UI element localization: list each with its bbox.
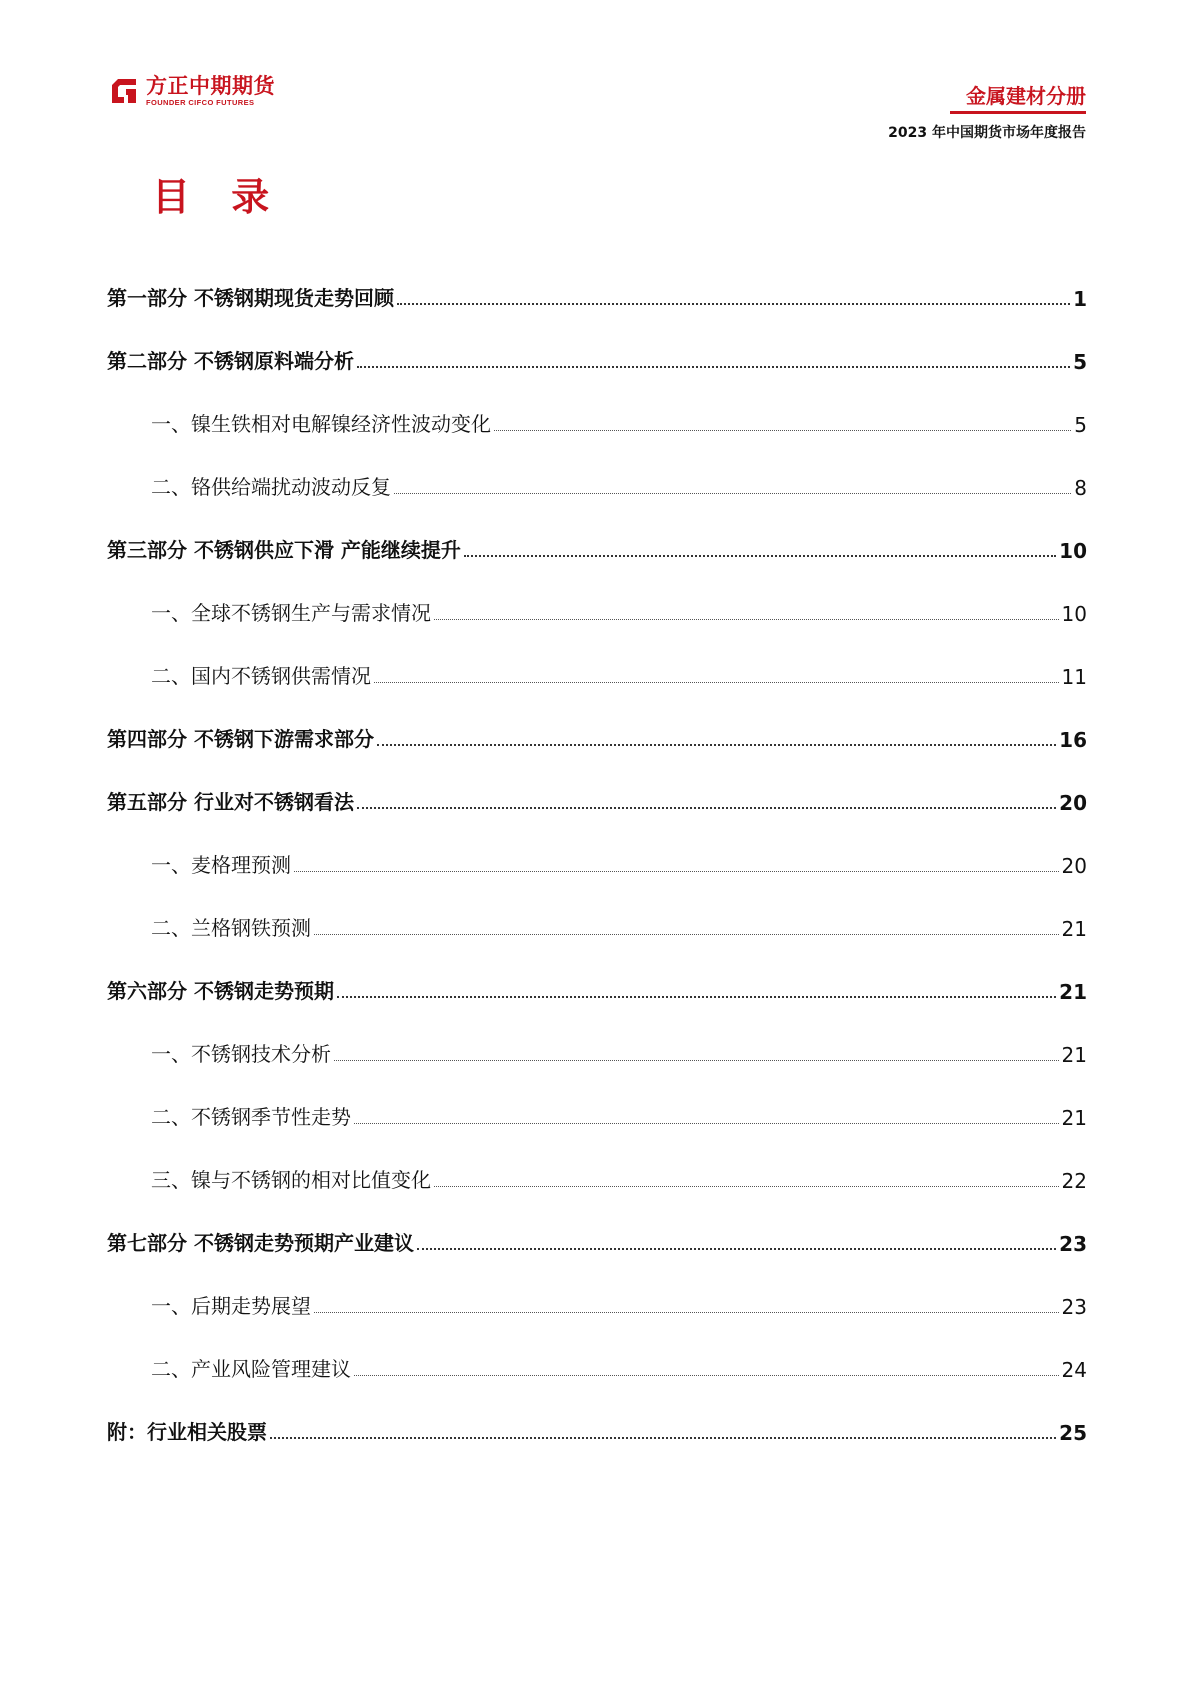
toc-entry-label: 第六部分 不锈钢走势预期 xyxy=(107,979,334,1003)
toc-entry-label: 一、全球不锈钢生产与需求情况 xyxy=(151,601,431,625)
toc-section-entry[interactable] xyxy=(107,689,1087,752)
toc-entry-label: 二、产业风险管理建议 xyxy=(151,1357,351,1381)
toc-dot-leader xyxy=(394,493,1071,494)
toc-section-entry[interactable] xyxy=(107,248,1087,311)
toc-dot-leader xyxy=(374,682,1059,683)
toc-entry-label: 二、国内不锈钢供需情况 xyxy=(151,664,371,688)
toc-page-number: 21 xyxy=(1059,980,1087,1004)
toc-subsection-entry[interactable] xyxy=(107,878,1087,941)
toc-subsection-entry[interactable] xyxy=(107,1319,1087,1382)
table-of-contents xyxy=(107,248,1087,1445)
report-subtitle: 2023 年中国期货市场年度报告 xyxy=(888,125,1086,141)
toc-section-entry[interactable] xyxy=(107,752,1087,815)
toc-subsection-entry[interactable] xyxy=(107,1067,1087,1130)
toc-entry-label: 一、不锈钢技术分析 xyxy=(151,1042,331,1066)
toc-entry-label: 第四部分 不锈钢下游需求部分 xyxy=(107,727,374,751)
toc-page-number: 21 xyxy=(1061,917,1087,941)
page-header xyxy=(0,0,1190,150)
toc-entry-label: 二、铬供给端扰动波动反复 xyxy=(151,475,391,499)
toc-page-number: 5 xyxy=(1074,413,1087,437)
toc-entry-label: 一、麦格理预测 xyxy=(151,853,291,877)
toc-dot-leader xyxy=(354,1375,1059,1376)
toc-section-entry[interactable] xyxy=(107,311,1087,374)
toc-page-number: 21 xyxy=(1061,1043,1087,1067)
logo-chinese-name: 方正中期期货 xyxy=(146,74,275,98)
toc-page-number: 25 xyxy=(1059,1421,1087,1445)
toc-dot-leader xyxy=(314,1312,1059,1313)
toc-page-number: 1 xyxy=(1073,287,1087,311)
toc-dot-leader xyxy=(357,366,1070,368)
toc-page-number: 23 xyxy=(1061,1295,1087,1319)
toc-page-number: 10 xyxy=(1059,539,1087,563)
toc-page-number: 24 xyxy=(1061,1358,1087,1382)
toc-section-entry[interactable] xyxy=(107,1382,1087,1445)
toc-entry-label: 第三部分 不锈钢供应下滑 产能继续提升 xyxy=(107,538,461,562)
toc-entry-label: 二、兰格钢铁预测 xyxy=(151,916,311,940)
toc-page-number: 5 xyxy=(1073,350,1087,374)
toc-dot-leader xyxy=(397,303,1070,305)
toc-dot-leader xyxy=(494,430,1071,431)
report-category: 金属建材分册 xyxy=(966,84,1086,108)
toc-title: 目 录 xyxy=(152,175,284,219)
toc-entry-label: 第七部分 不锈钢走势预期产业建议 xyxy=(107,1231,414,1255)
toc-page-number: 23 xyxy=(1059,1232,1087,1256)
toc-page-number: 21 xyxy=(1061,1106,1087,1130)
toc-section-entry[interactable] xyxy=(107,500,1087,563)
toc-subsection-entry[interactable] xyxy=(107,374,1087,437)
toc-subsection-entry[interactable] xyxy=(107,815,1087,878)
toc-page-number: 20 xyxy=(1061,854,1087,878)
toc-dot-leader xyxy=(417,1248,1056,1250)
logo-mark-icon xyxy=(108,75,140,107)
toc-section-entry[interactable] xyxy=(107,941,1087,1004)
toc-entry-label: 第一部分 不锈钢期现货走势回顾 xyxy=(107,286,394,310)
toc-page-number: 8 xyxy=(1074,476,1087,500)
toc-page-number: 22 xyxy=(1061,1169,1087,1193)
toc-subsection-entry[interactable] xyxy=(107,1130,1087,1193)
toc-dot-leader xyxy=(314,934,1059,935)
toc-dot-leader xyxy=(434,1186,1059,1187)
toc-subsection-entry[interactable] xyxy=(107,563,1087,626)
category-underline xyxy=(950,111,1086,114)
toc-entry-label: 第五部分 行业对不锈钢看法 xyxy=(107,790,354,814)
toc-page-number: 10 xyxy=(1061,602,1087,626)
toc-dot-leader xyxy=(334,1060,1059,1061)
toc-entry-label: 第二部分 不锈钢原料端分析 xyxy=(107,349,354,373)
toc-dot-leader xyxy=(270,1437,1056,1439)
toc-dot-leader xyxy=(377,744,1056,746)
toc-entry-label: 附：行业相关股票 xyxy=(107,1420,267,1444)
toc-entry-label: 二、不锈钢季节性走势 xyxy=(151,1105,351,1129)
toc-entry-label: 一、镍生铁相对电解镍经济性波动变化 xyxy=(151,412,491,436)
toc-section-entry[interactable] xyxy=(107,1193,1087,1256)
logo-english-name: FOUNDER CIFCO FUTURES xyxy=(146,98,255,107)
toc-dot-leader xyxy=(464,555,1056,557)
toc-page-number: 20 xyxy=(1059,791,1087,815)
toc-subsection-entry[interactable] xyxy=(107,626,1087,689)
toc-entry-label: 一、后期走势展望 xyxy=(151,1294,311,1318)
toc-dot-leader xyxy=(434,619,1059,620)
toc-dot-leader xyxy=(357,807,1056,809)
company-logo xyxy=(108,74,275,108)
toc-subsection-entry[interactable] xyxy=(107,1256,1087,1319)
toc-page-number: 11 xyxy=(1061,665,1087,689)
toc-dot-leader xyxy=(294,871,1059,872)
toc-dot-leader xyxy=(337,996,1056,998)
toc-dot-leader xyxy=(354,1123,1059,1124)
toc-entry-label: 三、镍与不锈钢的相对比值变化 xyxy=(151,1168,431,1192)
toc-page-number: 16 xyxy=(1059,728,1087,752)
toc-subsection-entry[interactable] xyxy=(107,437,1087,500)
toc-subsection-entry[interactable] xyxy=(107,1004,1087,1067)
